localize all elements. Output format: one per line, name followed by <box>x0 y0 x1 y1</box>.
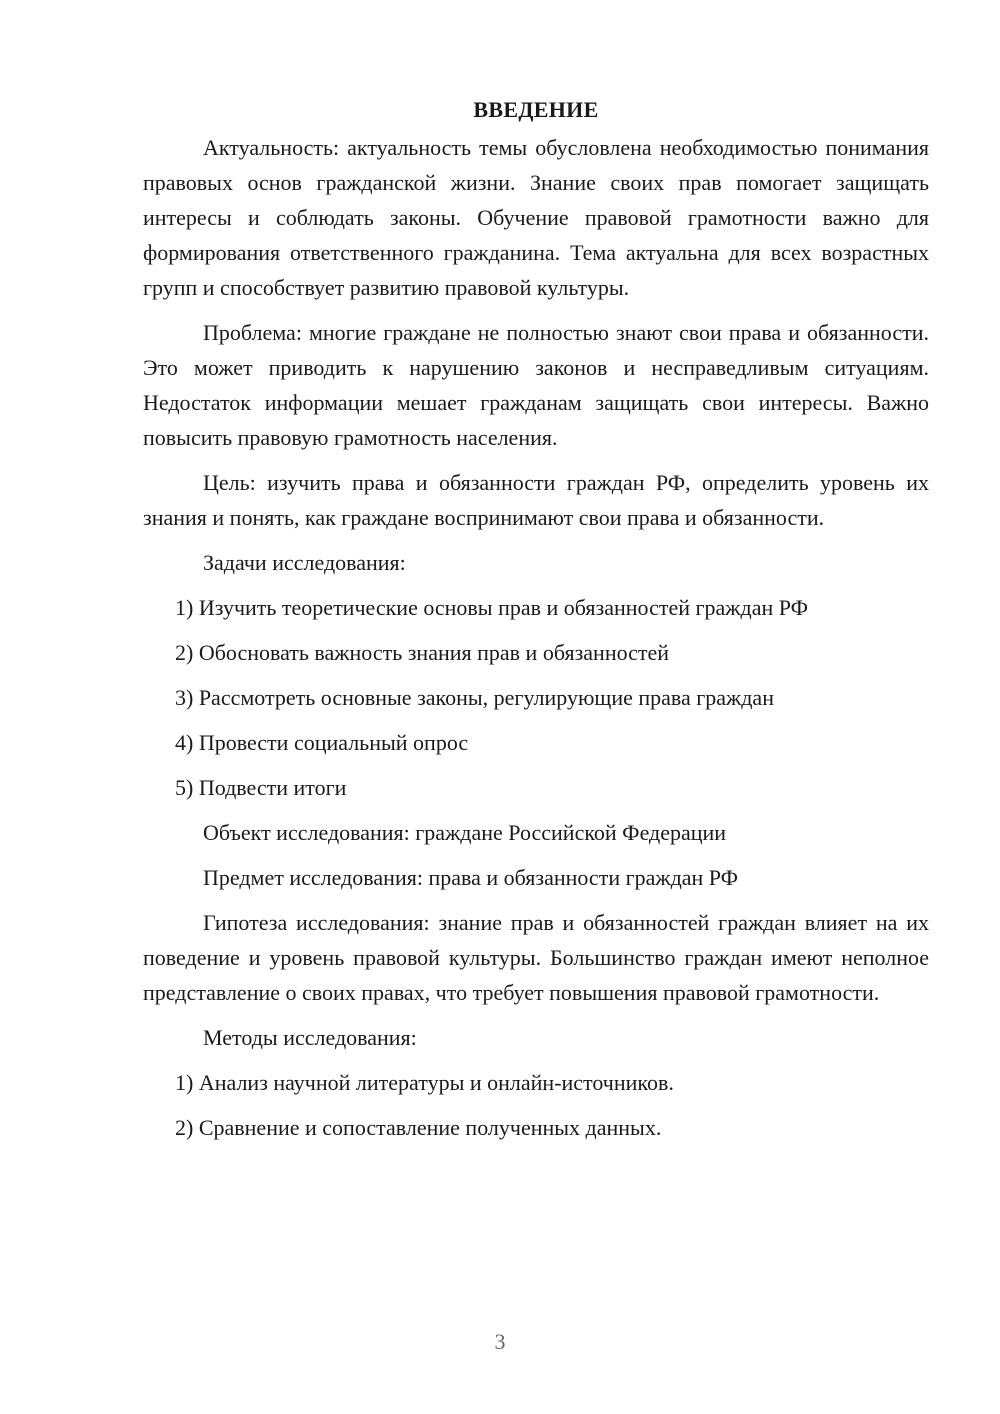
problem-paragraph: Проблема: многие граждане не полностью знают свои права и обязанности. Это может приводить к нарушению законов и несправедливым ситуациям. Недостаток информации мешает гражданам защищать свои интересы. Важно повысить правовую грамотность населения. <box>143 320 929 450</box>
list-item: 4) Провести социальный опрос <box>175 730 469 755</box>
list-item: 2) Сравнение и сопоставление полученных данных. <box>175 1115 662 1140</box>
research-object: Объект исследования: граждане Российской Федерации <box>203 820 727 845</box>
page-title: ВВЕДЕНИЕ <box>473 97 599 122</box>
tasks-heading: Задачи исследования: <box>203 550 406 575</box>
list-item: 5) Подвести итоги <box>175 775 347 800</box>
list-item: 3) Рассмотреть основные законы, регулирующие права граждан <box>175 685 774 710</box>
list-item: 2) Обосновать важность знания прав и обязанностей <box>175 640 670 665</box>
page-number: 3 <box>494 1329 506 1354</box>
methods-list <box>143 1065 929 1145</box>
goal-paragraph: Цель: изучить права и обязанности граждан РФ, определить уровень их знания и понять, как граждане воспринимают свои права и обязанности. <box>143 470 929 530</box>
document-page <box>143 92 929 1155</box>
relevance-paragraph: Актуальность: актуальность темы обусловлена необходимостью понимания правовых основ гражданской жизни. Знание своих прав помогает защищать интересы и соблюдать законы. Обучение правовой грамотности важно для формирования ответственного гражданина. Тема актуальна для всех возрастных групп и способствует развитию правовой культуры. <box>143 135 929 300</box>
methods-heading: Методы исследования: <box>203 1025 417 1050</box>
list-item: 1) Анализ научной литературы и онлайн-источников. <box>175 1070 674 1095</box>
list-item: 1) Изучить теоретические основы прав и обязанностей граждан РФ <box>175 595 808 620</box>
tasks-list <box>143 590 929 805</box>
research-subject: Предмет исследования: права и обязанности граждан РФ <box>203 865 739 890</box>
hypothesis-paragraph: Гипотеза исследования: знание прав и обязанностей граждан влияет на их поведение и уровень правовой культуры. Большинство граждан имеют неполное представление о своих правах, что требует повышения правовой грамотности. <box>143 910 929 1005</box>
